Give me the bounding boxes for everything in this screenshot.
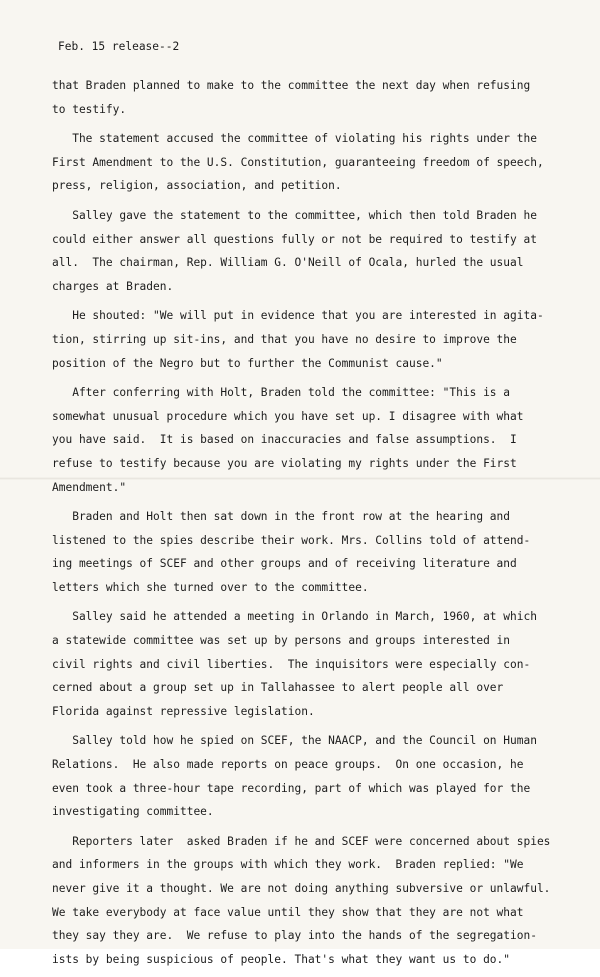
text-line: ing meetings of SCEF and other groups and of receiving literature and (52, 557, 517, 571)
text-line: Braden and Holt then sat down in the front row at the hearing and (52, 510, 511, 524)
text-line: never give it a thought. We are not doing anything subversive or unlawful. (52, 882, 551, 895)
paragraph (52, 204, 564, 298)
text-line: charges at Braden. (52, 279, 174, 293)
text-line: all. The chairman, Rep. William G. O'Neill of Ocala, hurled the usual (52, 256, 524, 270)
paragraph (52, 381, 564, 499)
text-line: press, religion, association, and petition. (52, 179, 342, 193)
text-line: Relations. He also made reports on peace groups. On one occasion, he (52, 758, 524, 772)
text-line: to testify. (52, 102, 127, 116)
text-line: even took a three-hour tape recording, part of which was played for the (52, 781, 531, 795)
text-line: investigating committee. (52, 805, 214, 819)
text-line: He shouted: "We will put in evidence that you are interested in agita- (52, 309, 544, 323)
text-line: Salley told how he spied on SCEF, the NAACP, and the Council on Human (52, 734, 537, 748)
text-line: civil rights and civil liberties. The inquisitors were especially con- (52, 657, 531, 671)
text-line: Salley said he attended a meeting in Orlando in March, 1960, at which (52, 610, 537, 624)
text-line: ists by being suspicious of people. That's what they want us to do." (52, 952, 511, 966)
text-line: The statement accused the committee of violating his rights under the (52, 132, 537, 146)
text-line: letters which she turned over to the committee. (52, 580, 369, 594)
text-line: that Braden planned to make to the committee the next day when refusing (52, 79, 531, 92)
paragraph (52, 505, 564, 599)
text-line: you have said. It is based on inaccuracies and false assumptions. I (52, 433, 517, 447)
text-line: We take everybody at face value until they show that they are not what (52, 905, 524, 919)
text-line: Reporters later asked Braden if he and SCEF were concerned about spies (52, 834, 551, 848)
paragraph (52, 304, 564, 375)
text-line: listened to the spies describe their work. Mrs. Collins told of attend- (52, 533, 531, 547)
paragraph (52, 830, 564, 972)
text-line: they say they are. We refuse to play into the hands of the segregation- (52, 929, 537, 943)
text-line: position of the Negro but to further the Communist cause." (52, 356, 443, 370)
paragraph (52, 605, 564, 723)
text-line: cerned about a group set up in Tallahassee to alert people all over (52, 681, 504, 695)
text-line: could either answer all questions fully or not be required to testify at (52, 232, 537, 246)
text-line: Amendment." (52, 480, 127, 494)
paragraph (52, 127, 564, 198)
text-line: Florida against repressive legislation. (52, 704, 315, 718)
paragraph (52, 729, 564, 823)
text-line: a statewide committee was set up by persons and groups interested in (52, 634, 511, 648)
text-line: tion, stirring up sit-ins, and that you have no desire to improve the (52, 332, 517, 346)
page-header: Feb. 15 release--2 (58, 40, 180, 53)
body-text (52, 74, 564, 977)
text-line: somewhat unusual procedure which you have set up. I disagree with what (52, 409, 524, 423)
paragraph (52, 74, 564, 121)
text-line: refuse to testify because you are violating my rights under the First (52, 456, 517, 470)
text-line: and informers in the groups with which they work. Braden replied: "We (52, 858, 524, 872)
text-line: Salley gave the statement to the committee, which then told Braden he (52, 208, 537, 222)
text-line: First Amendment to the U.S. Constitution, guaranteeing freedom of speech, (52, 155, 544, 169)
text-line: After conferring with Holt, Braden told the committee: "This is a (52, 386, 511, 400)
